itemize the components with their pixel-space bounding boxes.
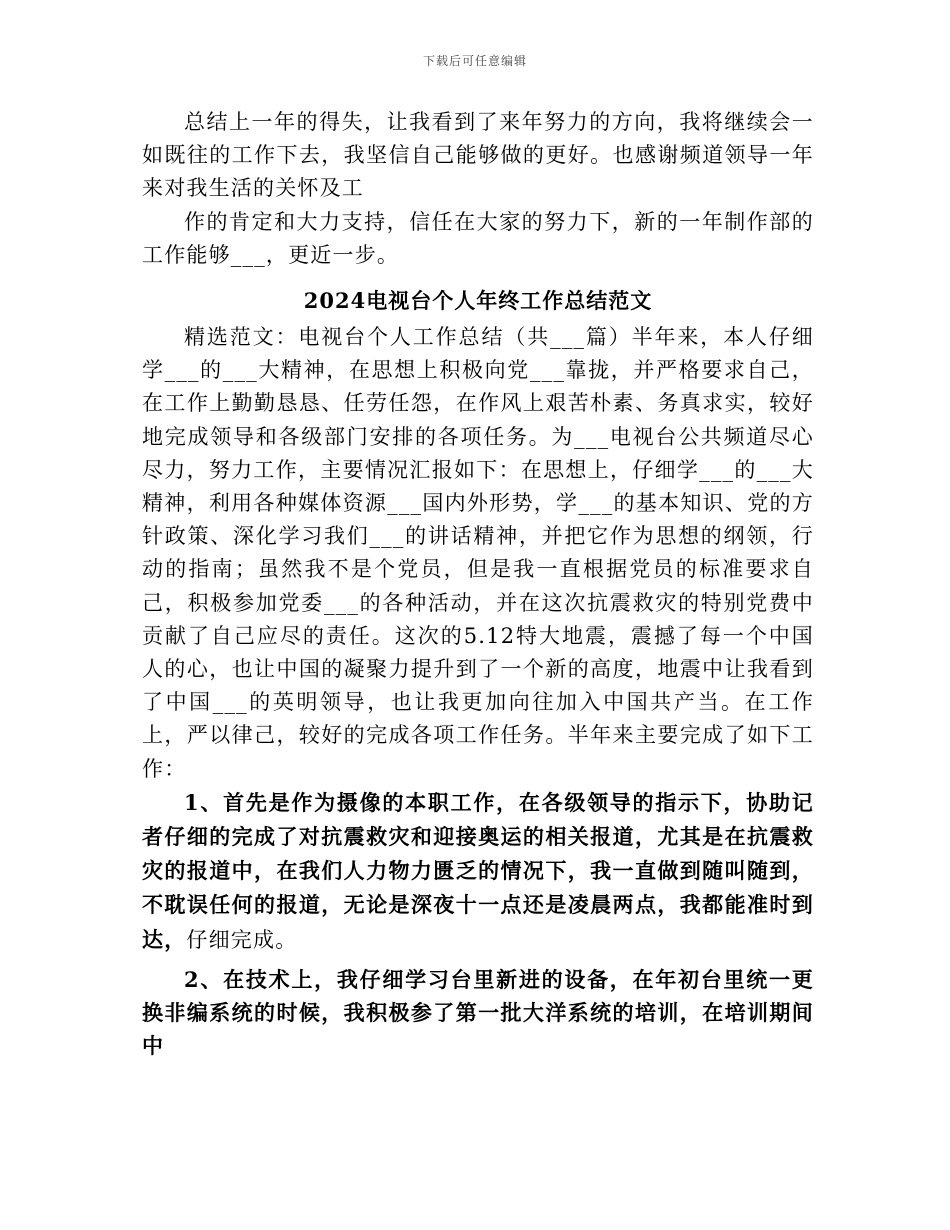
document-body: [142, 106, 814, 1062]
paragraph-item-1: [142, 786, 814, 957]
paragraph-summary: 总结上一年的得失，让我看到了来年努力的方向，我将继续会一如既往的工作下去，我坚信自己能够做的更好。也感谢频道领导一年来对我生活的关怀及工: [142, 110, 814, 201]
document-title: 2024电视台个人年终工作总结范文: [303, 288, 653, 314]
paragraph-main: 精选范文：电视台个人工作总结（共___篇）半年来，本人仔细学___的___大精神，在思想上积极向党___靠拢，并严格要求自己，在工作上勤勤恳恳、任劳任怨，在作风上艰苦朴素、务真求实，较好地完成领导和各级部门安排的各项任务。为___电视台公共频道尽心尽力，努力工作，主要情况汇报如下：在思想上，仔细学___的___大精神，利用各种媒体资源___国内外形势，学___的基本知识、党的方针政策、深化学习我们___的讲话精神，并把它作为思想的纲领，行动的指南；虽然我不是个党员，但是我一直根据党员的标准要求自己，积极参加党委___的各种活动，并在这次抗震救灾的特别党费中贡献了自己应尽的责任。这次的5.12特大地震，震撼了每一个中国人的心，也让中国的凝聚力提升到了一个新的高度，地震中让我看到了中国___的英明领导，也让我更加向往加入中国共产当。在工作上，严以律己，较好的完成各项工作任务。半年来主要完成了如下工作：: [142, 325, 814, 781]
paragraph-item-2: 2、在技术上，我仔细学习台里新进的设备，在年初台里统一更换非编系统的时候，我积极参了第一批大洋系统的培训，在培训期间中: [142, 966, 814, 1059]
item-1-plain-text: 仔细完成。: [186, 927, 298, 952]
page-header: 下载后可任意编辑: [422, 54, 527, 68]
item-1-bold-text: 1、首先是作为摄像的本职工作，在各级领导的指示下，协助记者仔细的完成了对抗震救灾和迎接奥运的相关报道，尤其是在抗震救灾的报道中，在我们人力物力匮乏的情况下，我一直做到随叫随到，不耽误任何的报道，无论是深夜十一点还是凌晨两点，我都能准时到达，: [142, 789, 814, 952]
paragraph-thanks: 作的肯定和大力支持，信任在大家的努力下，新的一年制作部的工作能够___，更近一步。: [142, 209, 814, 267]
